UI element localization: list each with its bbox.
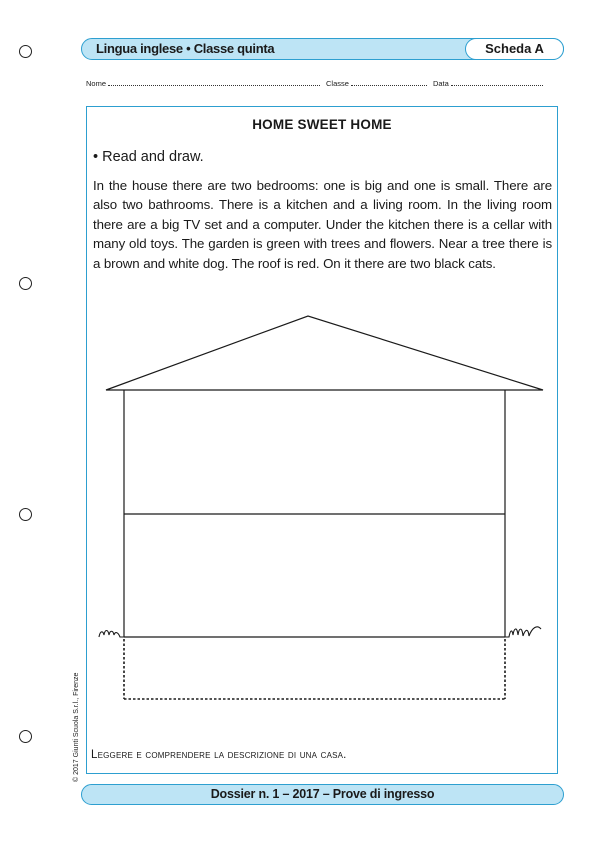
learning-objective-caption: Leggere e comprendere la descrizione di una casa. [91,749,347,761]
instruction: • Read and draw. [93,149,204,165]
copyright-notice: © 2017 Giunti Scuola S.r.l., Firenze [73,672,80,782]
description-paragraph: In the house there are two bedrooms: one is big and one is small. There are also two bathrooms. There is a kitchen and a living room. In the living room there are a big TV set and a computer. Under the kitchen there is a cellar with many old toys. The garden is green with trees and flowers. Near a tree there is a brown and white dog. The roof is red. On it there are two black cats. [93,178,552,271]
class-label: Classe [326,79,349,88]
cellar-outline [124,639,505,699]
exercise-title: HOME SWEET HOME [252,117,392,132]
worksheet-tab: Scheda A [465,38,564,60]
subject-title: Lingua inglese • Classe quinta [96,41,275,56]
grass-right-icon [505,627,541,637]
grass-left-icon [99,631,124,638]
date-label: Data [432,79,449,88]
roof-outline [106,316,543,390]
footer-bar: Dossier n. 1 – 2017 – Prove di ingresso [81,784,564,805]
name-label: Nome [86,79,107,88]
